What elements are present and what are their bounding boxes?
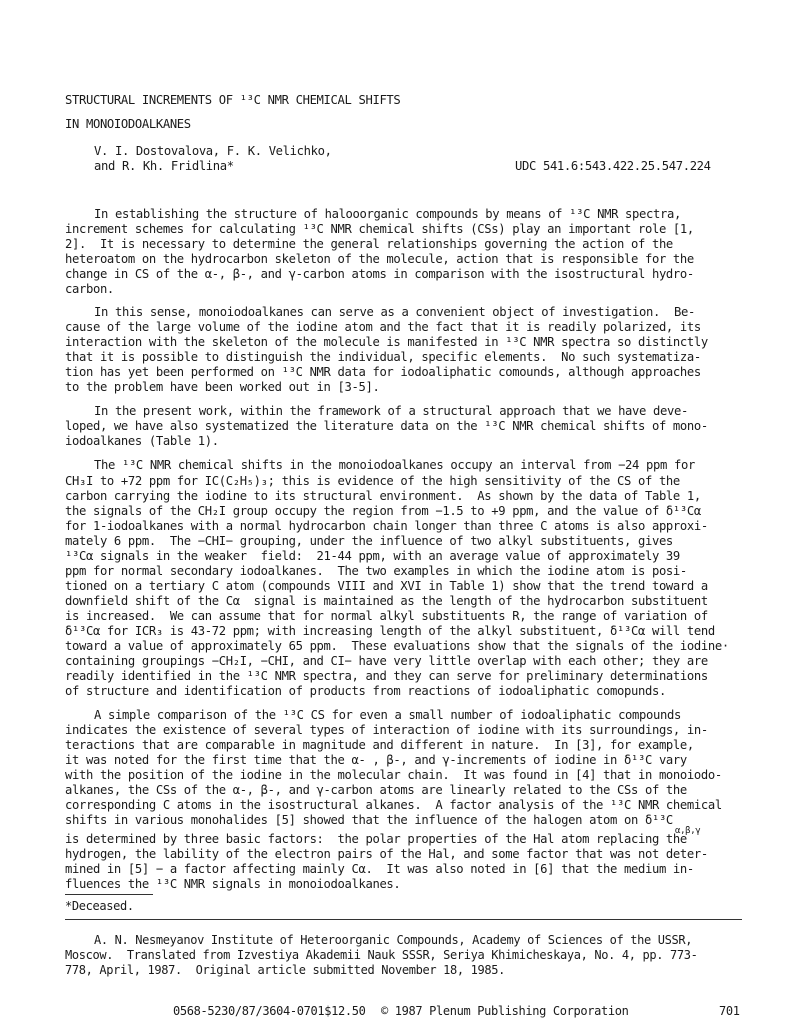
paragraph-5-line: with the position of the iodine in the molecular chain. It was found in [4] that in monoiodo- [65,768,722,782]
paragraph-4-line: ppm for normal secondary iodoalkanes. The two examples in which the iodine atom is posi- [65,564,687,578]
paragraph-5-line: A simple comparison of the ¹³C CS for even a small number of iodoaliphatic compounds [94,708,681,722]
paragraph-4-line: carbon carrying the iodine to its structural environment. As shown by the data of Table 1, [65,489,701,503]
footnote-rule [65,894,153,895]
paragraph-4-line: the signals of the CH₂I group occupy the region from −1.5 to +9 ppm, and the value of δ¹³Cα [65,504,701,518]
paragraph-2-line: to the problem have been worked out in [3-5]. [65,380,380,394]
footnote: *Deceased. [65,899,134,913]
paragraph-4-line: is increased. We can assume that for normal alkyl substituents R, the range of variation of [65,609,708,623]
authors-line-1: V. I. Dostovalova, F. K. Velichko, [94,144,332,158]
paragraph-1-line: In establishing the structure of halooorganic compounds by means of ¹³C NMR spectra, [94,207,681,221]
affiliation-line: A. N. Nesmeyanov Institute of Heteroorganic Compounds, Academy of Sciences of the USSR, [94,933,693,947]
paragraph-5-line: fluences the ¹³C NMR signals in monoiodoalkanes. [65,877,401,891]
paragraph-1-line: heteroatom on the hydrocarbon skeleton of the molecule, action that is responsible for the [65,252,694,266]
paragraph-4-line: The ¹³C NMR chemical shifts in the monoiodoalkanes occupy an interval from −24 ppm for [94,458,695,472]
paragraph-2-line: tion has yet been performed on ¹³C NMR data for iodoaliphatic comounds, although approaches [65,365,701,379]
paragraph-3-line: iodoalkanes (Table 1). [65,434,219,448]
paragraph-5-line: mined in [5] − a factor affecting mainly Cα. It was also noted in [6] that the medium in- [65,862,694,876]
paragraph-4-line: toward a value of approximately 65 ppm. These evaluations show that the signals of the iodine· [65,639,729,653]
paragraph-1-line: carbon. [65,282,114,296]
paragraph-4-line: ¹³Cα signals in the weaker field: 21-44 ppm, with an average value of approximately 39 [65,549,680,563]
paragraph-3-line: loped, we have also systematized the literature data on the ¹³C NMR chemical shifts of mono- [65,419,708,433]
paragraph-5-line: teractions that are comparable in magnitude and different in nature. In [3], for example, [65,738,694,752]
paragraph-1-line: increment schemes for calculating ¹³C NMR chemical shifts (CSs) play an important role [1, [65,222,694,236]
paragraph-3-line: In the present work, within the framework of a structural approach that we have deve- [94,404,688,418]
paragraph-4-line: of structure and identification of products from reactions of iodoaliphatic comopunds. [65,684,666,698]
paragraph-2-line: cause of the large volume of the iodine atom and the fact that it is readily polarized, its [65,320,701,334]
page-number: 701 [719,1004,740,1018]
paragraph-5-line: corresponding C atoms in the isostructural alkanes. A factor analysis of the ¹³C NMR chemical [65,798,722,812]
paragraph-5-line: hydrogen, the lability of the electron pairs of the Hal, and some factor that was not deter- [65,847,708,861]
affiliation-rule [65,919,742,920]
paragraph-4-line: δ¹³Cα for ICR₃ is 43-72 ppm; with increasing length of the alkyl substituent, δ¹³Cα will tend [65,624,715,638]
paragraph-4-line: readily identified in the ¹³C NMR spectra, and they can serve for preliminary determinations [65,669,708,683]
paragraph-2-line: that it is possible to distinguish the individual, specific elements. No such systematiza- [65,350,701,364]
paragraph-4-line: downfield shift of the Cα signal is maintained as the length of the hydrocarbon substituent [65,594,708,608]
paragraph-5-line: is determined by three basic factors: the polar properties of the Hal atom replacing the [65,832,687,846]
paragraph-2-line: interaction with the skeleton of the molecule is manifested in ¹³C NMR spectra so distinctly [65,335,708,349]
paragraph-5-line: shifts in various monohalides [5] showed that the influence of the halogen atom on δ¹³C [65,813,673,827]
paragraph-4-line: tioned on a tertiary C atom (compounds VIII and XVI in Table 1) show that the trend toward a [65,579,708,593]
affiliation-line: 778, April, 1987. Original article submitted November 18, 1985. [65,963,505,977]
paragraph-5-line: indicates the existence of several types of interaction of iodine with its surroundings, in- [65,723,708,737]
paragraph-4-line: mately 6 ppm. The −CHI− grouping, under the influence of two alkyl substituents, gives [65,534,673,548]
paragraph-4-line: CH₃I to +72 ppm for IC(C₂H₅)₃; this is evidence of the high sensitivity of the CS of the [65,474,680,488]
udc-code: UDC 541.6:543.422.25.547.224 [515,159,711,173]
paragraph-5-line: it was noted for the first time that the α- , β-, and γ-increments of iodine in δ¹³C vary [65,753,687,767]
paper-title-line-2: IN MONOIODOALKANES [65,117,191,131]
paragraph-5-line: alkanes, the CSs of the α-, β-, and γ-carbon atoms are linearly related to the CSs of the [65,783,687,797]
alpha-beta-gamma-subscript: α,β,γ [675,826,701,836]
paragraph-1-line: change in CS of the α-, β-, and γ-carbon atoms in comparison with the isostructural hydro- [65,267,694,281]
paper-title-line-1: STRUCTURAL INCREMENTS OF ¹³C NMR CHEMICAL SHIFTS [65,93,401,107]
paragraph-4-line: for 1-iodoalkanes with a normal hydrocarbon chain longer than three C atoms is also approxi- [65,519,708,533]
paragraph-4-line: containing groupings −CH₂I, −CHI, and CI− have very little overlap with each other; they are [65,654,708,668]
authors-line-2: and R. Kh. Fridlina* [94,159,234,173]
paragraph-1-line: 2]. It is necessary to determine the general relationships governing the action of the [65,237,673,251]
affiliation-line: Moscow. Translated from Izvestiya Akademii Nauk SSSR, Seriya Khimicheskaya, No. 4, pp. 773- [65,948,698,962]
copyright: © 1987 Plenum Publishing Corporation [381,1004,629,1018]
paragraph-2-line: In this sense, monoiodoalkanes can serve as a convenient object of investigation. Be- [94,305,695,319]
article-code: 0568-5230/87/3604-0701$12.50 [173,1004,366,1018]
